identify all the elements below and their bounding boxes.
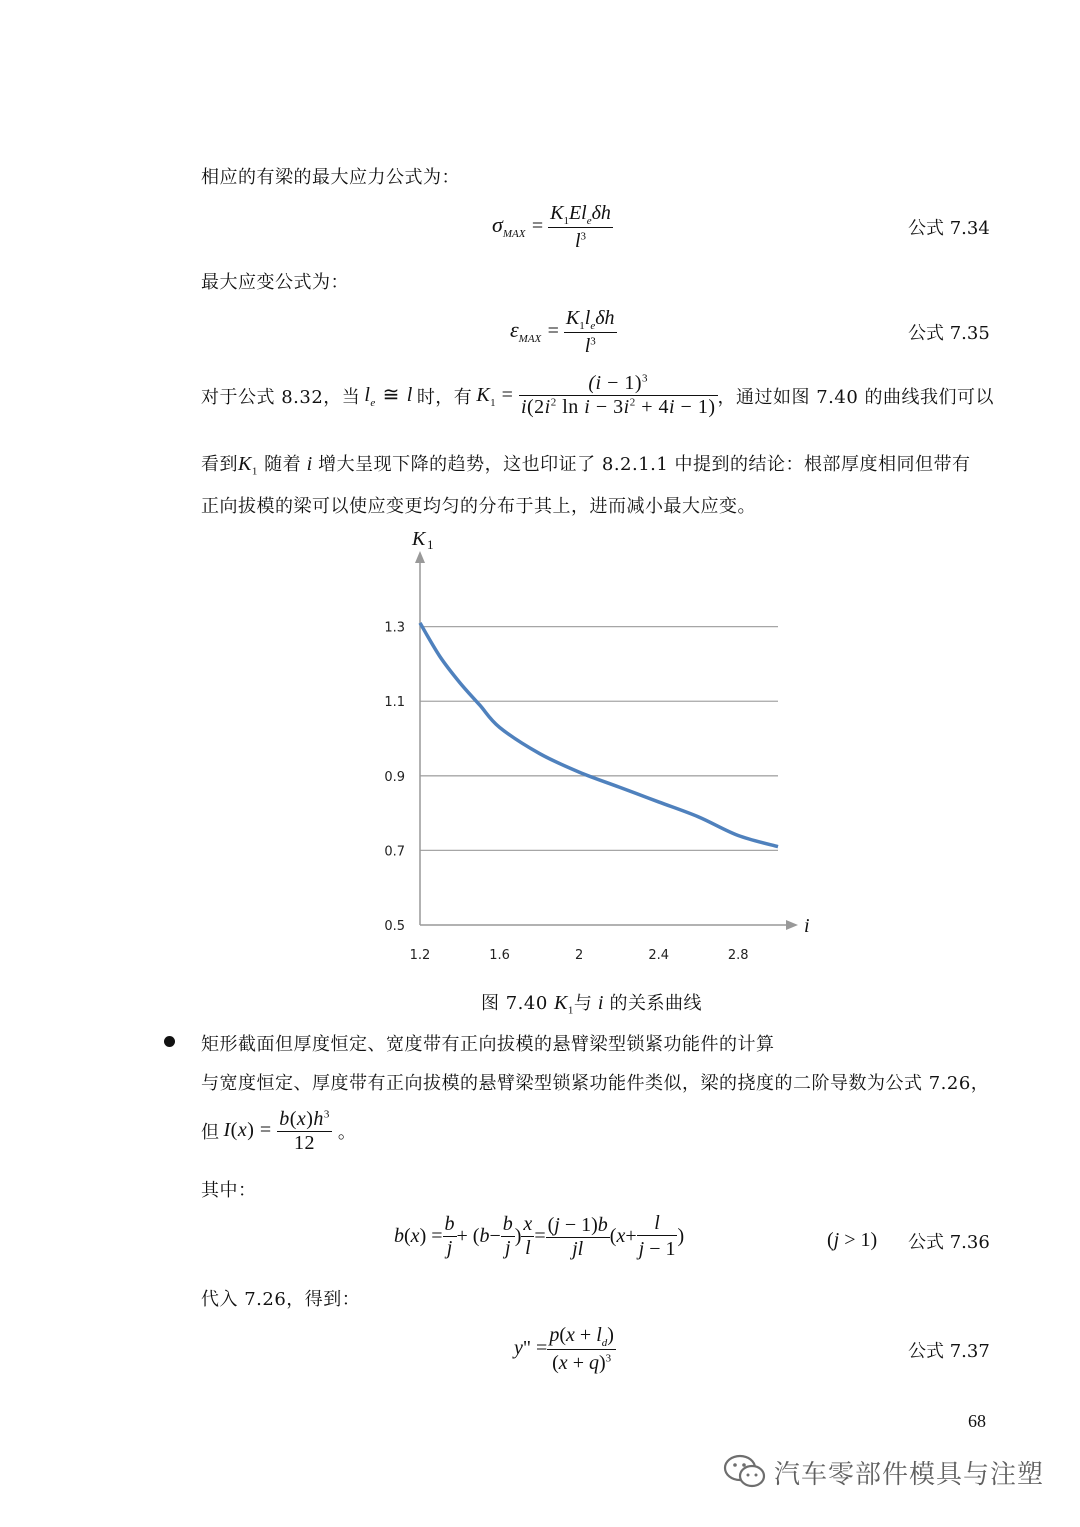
- bullet-dot: [164, 1036, 175, 1047]
- y-tick-label: 0.9: [384, 769, 405, 785]
- text-run: 但: [201, 1121, 220, 1143]
- x-tick-label: 2.8: [727, 948, 749, 963]
- chart-ticks: [384, 621, 748, 963]
- caption-mid: 与: [573, 993, 593, 1014]
- text-run: 。: [337, 1121, 357, 1143]
- y-axis-arrow: [415, 551, 425, 563]
- paragraph-similarity: 与宽度恒定、厚度带有正向拔模的悬臂梁型锁紧功能件类似，梁的挠度的二阶导数为公式 7.26，: [201, 1073, 990, 1094]
- text-run: 时，有: [416, 386, 473, 408]
- text-run: 对于公式 8.32，当: [201, 386, 361, 408]
- wechat-icon: [722, 1452, 768, 1492]
- paragraph-stress-intro: 相应的有梁的最大应力公式为：: [201, 167, 460, 188]
- text-run: 看到: [201, 454, 238, 475]
- x-tick-label: 2: [574, 948, 584, 963]
- y-tick-label: 1.3: [384, 620, 405, 636]
- formula-7-36-condition: (j > 1): [827, 1229, 878, 1251]
- paragraph-k1-definition: [201, 372, 994, 419]
- x-tick-label: 2.4: [648, 948, 670, 963]
- y-tick-label: 0.7: [384, 844, 405, 860]
- inline-k1-formula: $K_1$ = $\frac{(i - 1)^3}{i(2i^2 \ln i - 3i^2 + 4i - 1)}$: [476, 372, 716, 418]
- inline-condition: $l_e$ ≅ l: [364, 384, 413, 409]
- watermark: [722, 1452, 1044, 1492]
- formula-label-7-35: 公式 7.35: [908, 323, 990, 344]
- text-run: 增大呈现下降的趋势，这也印证了 8.2.1.1 中提到的结论：根部厚度相同但带有: [318, 454, 971, 475]
- x-axis-label: i: [804, 915, 810, 937]
- paragraph-conclusion: 正向拔模的梁可以使应变更均匀的分布于其上，进而减小最大应变。: [201, 496, 756, 517]
- formula-label-7-37: 公式 7.37: [908, 1341, 990, 1362]
- caption-prefix: 图 7.40: [481, 993, 548, 1014]
- k1-vs-i-chart: [360, 525, 820, 970]
- paragraph-where: 其中：: [201, 1180, 257, 1201]
- paragraph-strain-intro: 最大应变公式为：: [201, 272, 349, 293]
- x-tick-label: 1.2: [409, 948, 431, 963]
- inline-ix-formula: I(x) = $\frac{b(x)h^3}{12}$: [223, 1108, 330, 1154]
- watermark-text: 汽车零部件模具与注塑: [774, 1459, 1045, 1490]
- chart-grid: [420, 627, 778, 851]
- y-tick-label: 1.1: [384, 695, 405, 711]
- bullet-heading: 矩形截面但厚度恒定、宽度带有正向拔模的悬臂梁型锁紧功能件的计算: [201, 1034, 775, 1055]
- formula-label-7-34: 公式 7.34: [908, 218, 990, 239]
- figure-caption: 图 7.40 $K_1$与 i 的关系曲线: [481, 992, 702, 1017]
- formula-7-37: y " = $\frac{p(x + l_d)}{(x + q)^3}$: [514, 1324, 614, 1374]
- page-number: 68: [968, 1411, 986, 1431]
- paragraph-substitute: 代入 7.26，得到：: [201, 1289, 361, 1310]
- caption-suffix: 的关系曲线: [609, 993, 702, 1014]
- y-tick-label: 0.5: [384, 919, 405, 934]
- text-run: 随着: [264, 454, 302, 475]
- x-axis-arrow: [786, 920, 798, 930]
- y-axis-label: K: [412, 528, 426, 550]
- formula-7-36: b ( x ) = $\frac{b}{j}$ + ( b − $\frac{b}{j}$ ) $\frac{x}{l}$ = $\frac{(j - 1)b}{jl}$ ( x + $\frac{l}{j - 1}$ ): [394, 1212, 685, 1260]
- paragraph-moment-of-inertia: [201, 1106, 356, 1155]
- y-axis-label-subscript: 1: [427, 537, 434, 552]
- formula-7-35: $\varepsilon_{MAX}$ = $\frac{K_1l_e\delta h}{l^3}$: [510, 307, 615, 357]
- paragraph-trend: 看到$K_1$ 随着 i 增大呈现下降的趋势，这也印证了 8.2.1.1 中提到的结论：根部厚度相同但带有: [201, 453, 971, 478]
- formula-label-7-36: 公式 7.36: [908, 1232, 990, 1253]
- formula-7-34: $\sigma_{MAX}$ = $\frac{K_1El_e\delta h}{l^3}$: [492, 202, 611, 252]
- series-line-k1: [420, 623, 778, 847]
- text-run: ，通过如图 7.40 的曲线我们可以: [717, 386, 995, 408]
- x-tick-label: 1.6: [489, 948, 510, 963]
